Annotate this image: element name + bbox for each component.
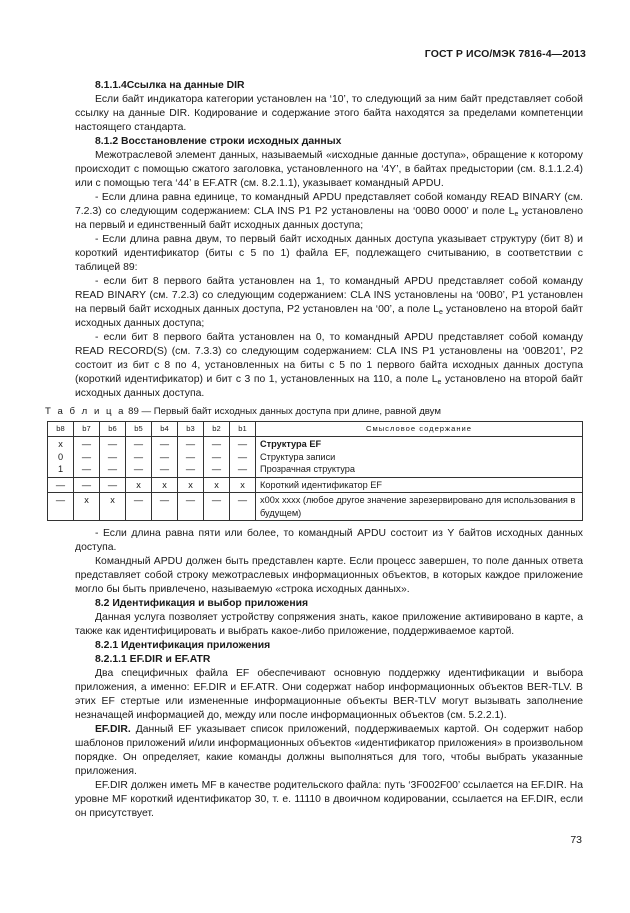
column-header: b6 [100, 422, 126, 437]
bit-value: x [136, 479, 141, 490]
table-row [48, 437, 583, 478]
paragraph: Если байт индикатора категории установлен на ‘10’, то следующий за ним байт представляет собой ссылку на данные DIR. Кодирование и содержание этого байта находятся за пределами компетенции настоящего стандарта. [75, 94, 583, 133]
bit-cell [152, 493, 178, 521]
paragraph: - Если длина равна единице, то командный APDU представляет собой команду READ BINARY (см. 7.2.3) со следующим содержанием: CLA INS P1 P2 установлены на ‘00B0 0000’ и поле $L_e$ установлено на первый и единственный байт исходных данных доступа; [75, 192, 583, 231]
bit-cell [230, 477, 256, 493]
bit-value: — [81, 464, 92, 474]
bit-value: — [133, 439, 144, 449]
table-row [48, 493, 583, 521]
meaning-text: Короткий идентификатор EF [260, 479, 382, 490]
heading-8-2-1: 8.2.1 Идентификация приложения [95, 640, 271, 651]
bit-value: — [237, 464, 248, 474]
meaning-text: Структура записи [260, 451, 336, 462]
paragraph: Два специфичных файла EF обеспечивают основную поддержку идентификации и выбора приложения, а именно: EF.DIR и EF.ATR. Они содержат набор информационных объектов BER-TLV. В этих EF стертые или измененные информационные объекты BER-TLV могут вызывать заполнение незначащей информацией до, между или после информационных объектов (см. 5.2.2.1). [75, 668, 583, 721]
bit-cell [126, 437, 152, 478]
meaning-text: Прозрачная структура [260, 464, 355, 474]
bit-cell [230, 493, 256, 521]
bit-value: — [211, 451, 222, 462]
paragraph: - Если длина равна пяти или более, то командный APDU состоит из Y байтов исходных данных доступа. [75, 528, 583, 553]
bit-cell [152, 437, 178, 478]
bit-value: — [81, 479, 92, 490]
column-header: b8 [48, 422, 74, 437]
document-body [45, 79, 584, 821]
bit-cell [48, 477, 74, 493]
bit-value: — [237, 495, 248, 505]
bit-cell [230, 437, 256, 478]
column-header: b3 [178, 422, 204, 437]
paragraph: Данная услуга позволяет устройству сопряжения знать, какое приложение активировано в карте, а также как идентифицировать и выбрать какое-либо приложение, поддерживаемое картой. [75, 612, 583, 637]
bit-value: — [185, 464, 196, 474]
bit-cell [74, 477, 100, 493]
bit-value: x [58, 439, 63, 449]
heading-8-1-2: 8.1.2 Восстановление строки исходных данных [95, 136, 342, 147]
bit-value: — [185, 451, 196, 462]
column-header: b5 [126, 422, 152, 437]
heading-8-1-1-4: 8.1.1.4Ссылка на данные DIR [95, 80, 245, 91]
meaning-cell [256, 437, 583, 478]
bit-value: — [55, 495, 66, 505]
column-header-meaning: Смысловое содержание [256, 422, 583, 437]
bit-value: — [159, 464, 170, 474]
paragraph: Межотраслевой элемент данных, называемый «исходные данные доступа», обращение к которому происходит с помощью сжатого заголовка, установленного на ‘4Y’, в байтах предыстории (см. 8.1.1.2.4) или с помощью тега ‘44’ в EF.ATR (см. 8.2.1.1), указывает командный APDU. [75, 150, 583, 189]
bit-cell [152, 477, 178, 493]
bit-value: — [211, 439, 222, 449]
paragraph: - если бит 8 первого байта установлен на 1, то командный APDU представляет собой команду READ BINARY (см. 7.2.3) со следующим содержанием: CLA INS установлены на ‘00B0’, P1 установлен на первый байт исходных данных доступа, P2 установлен на ‘00’, а поле $L_e$ установлено на второй байт исходных данных доступа; [75, 276, 583, 329]
paragraph: - Если длина равна двум, то первый байт исходных данных доступа указывает структуру (бит 8) и короткий идентификатор (биты с 5 по 1) файла EF, подлежащего считыванию, в соответствии с таблицей 89: [75, 234, 583, 273]
bit-value: — [107, 479, 118, 490]
bit-value: — [81, 451, 92, 462]
bit-value: — [185, 495, 196, 505]
bit-value: — [107, 439, 118, 449]
bit-cell [204, 493, 230, 521]
bit-cell [126, 493, 152, 521]
table-caption: Т а б л и ц а 89 — Первый байт исходных данных доступа при длине, равной двум [45, 406, 441, 417]
paragraph: - если бит 8 первого байта установлен на 0, то командный APDU представляет собой команду READ RECORD(S) (см. 7.3.3) со следующим содержанием: CLA INS P1 установлены на ‘00B201’, P2 состоит из бит с 8 по 4, установленных на биты с 5 по 1 первого байта исходных данных доступа (короткий идентификатор) и бит с 3 по 1, установленных на 110, а поле $L_e$ установлено на второй байт исходных данных доступа. [75, 332, 584, 399]
bit-cell [178, 437, 204, 478]
bit-cell [126, 477, 152, 493]
bit-value: — [211, 464, 222, 474]
bit-cell [74, 437, 100, 478]
bit-cell [204, 477, 230, 493]
bit-cell [48, 437, 74, 478]
heading-8-2: 8.2 Идентификация и выбор приложения [95, 598, 309, 609]
bit-value: — [211, 495, 222, 505]
bit-value: — [133, 495, 144, 505]
bit-cell [48, 493, 74, 521]
bit-value: — [185, 439, 196, 449]
column-header: b7 [74, 422, 100, 437]
bit-value: x [84, 495, 89, 505]
bit-value: — [107, 464, 118, 474]
table-89 [47, 421, 583, 521]
page-number: 73 [570, 834, 582, 846]
meaning-cell [256, 493, 583, 521]
bit-value: — [55, 479, 66, 490]
bit-cell [178, 493, 204, 521]
bit-value: — [159, 439, 170, 449]
bit-value: — [237, 451, 248, 462]
bit-value: — [133, 451, 144, 462]
bit-cell [74, 493, 100, 521]
paragraph: Командный APDU должен быть представлен карте. Если процесс завершен, то поле данных ответа представляет собой строку межотраслевых информационных объектов, в которых каждое приложение могло бы быть привлечено, называемую «строка исходных данных». [75, 556, 583, 595]
heading-8-2-1-1: 8.2.1.1 EF.DIR и EF.ATR [95, 654, 211, 665]
bit-value: 0 [57, 451, 64, 462]
bit-value: x [214, 479, 219, 490]
column-header: b4 [152, 422, 178, 437]
bit-cell [100, 493, 126, 521]
bit-cell [100, 477, 126, 493]
bit-value: x [162, 479, 167, 490]
column-header: b2 [204, 422, 230, 437]
meaning-text: x00x xxxx (любое другое значение зарезервировано для использования в будущем) [260, 495, 576, 518]
bit-value: x [240, 479, 245, 490]
bit-cell [178, 477, 204, 493]
table-header-row [48, 422, 583, 437]
paragraph: EF.DIR. Данный EF указывает список приложений, поддерживаемых картой. Он содержит набор шаблонов приложений и/или информационных объектов «идентификатор приложения» в произвольном порядке. Он определяет, какие команды должны выполняться для того, чтобы выбрать указанные приложения. [75, 724, 583, 777]
table-row [48, 477, 583, 493]
meaning-cell [256, 477, 583, 493]
bit-value: — [159, 495, 170, 505]
bit-cell [204, 437, 230, 478]
bit-value: — [133, 464, 144, 474]
bit-value: 1 [57, 464, 64, 474]
bit-cell [100, 437, 126, 478]
bit-value: — [107, 451, 118, 462]
bit-value: — [237, 439, 248, 449]
bit-value: — [159, 451, 170, 462]
paragraph: EF.DIR должен иметь MF в качестве родительского файла: путь ‘3F002F00’ ссылается на EF.DIR. На уровне MF короткий идентификатор 30, т. е. 11110 в двоичном кодировании, ссылается на EF.DIR, если он присутствует. [75, 780, 583, 819]
column-header: b1 [230, 422, 256, 437]
standard-header: ГОСТ Р ИСО/МЭК 7816-4—2013 [424, 48, 586, 60]
bit-value: x [188, 479, 193, 490]
bit-value: — [81, 439, 92, 449]
meaning-text: Структура EF [260, 439, 322, 449]
bit-value: x [110, 495, 115, 505]
